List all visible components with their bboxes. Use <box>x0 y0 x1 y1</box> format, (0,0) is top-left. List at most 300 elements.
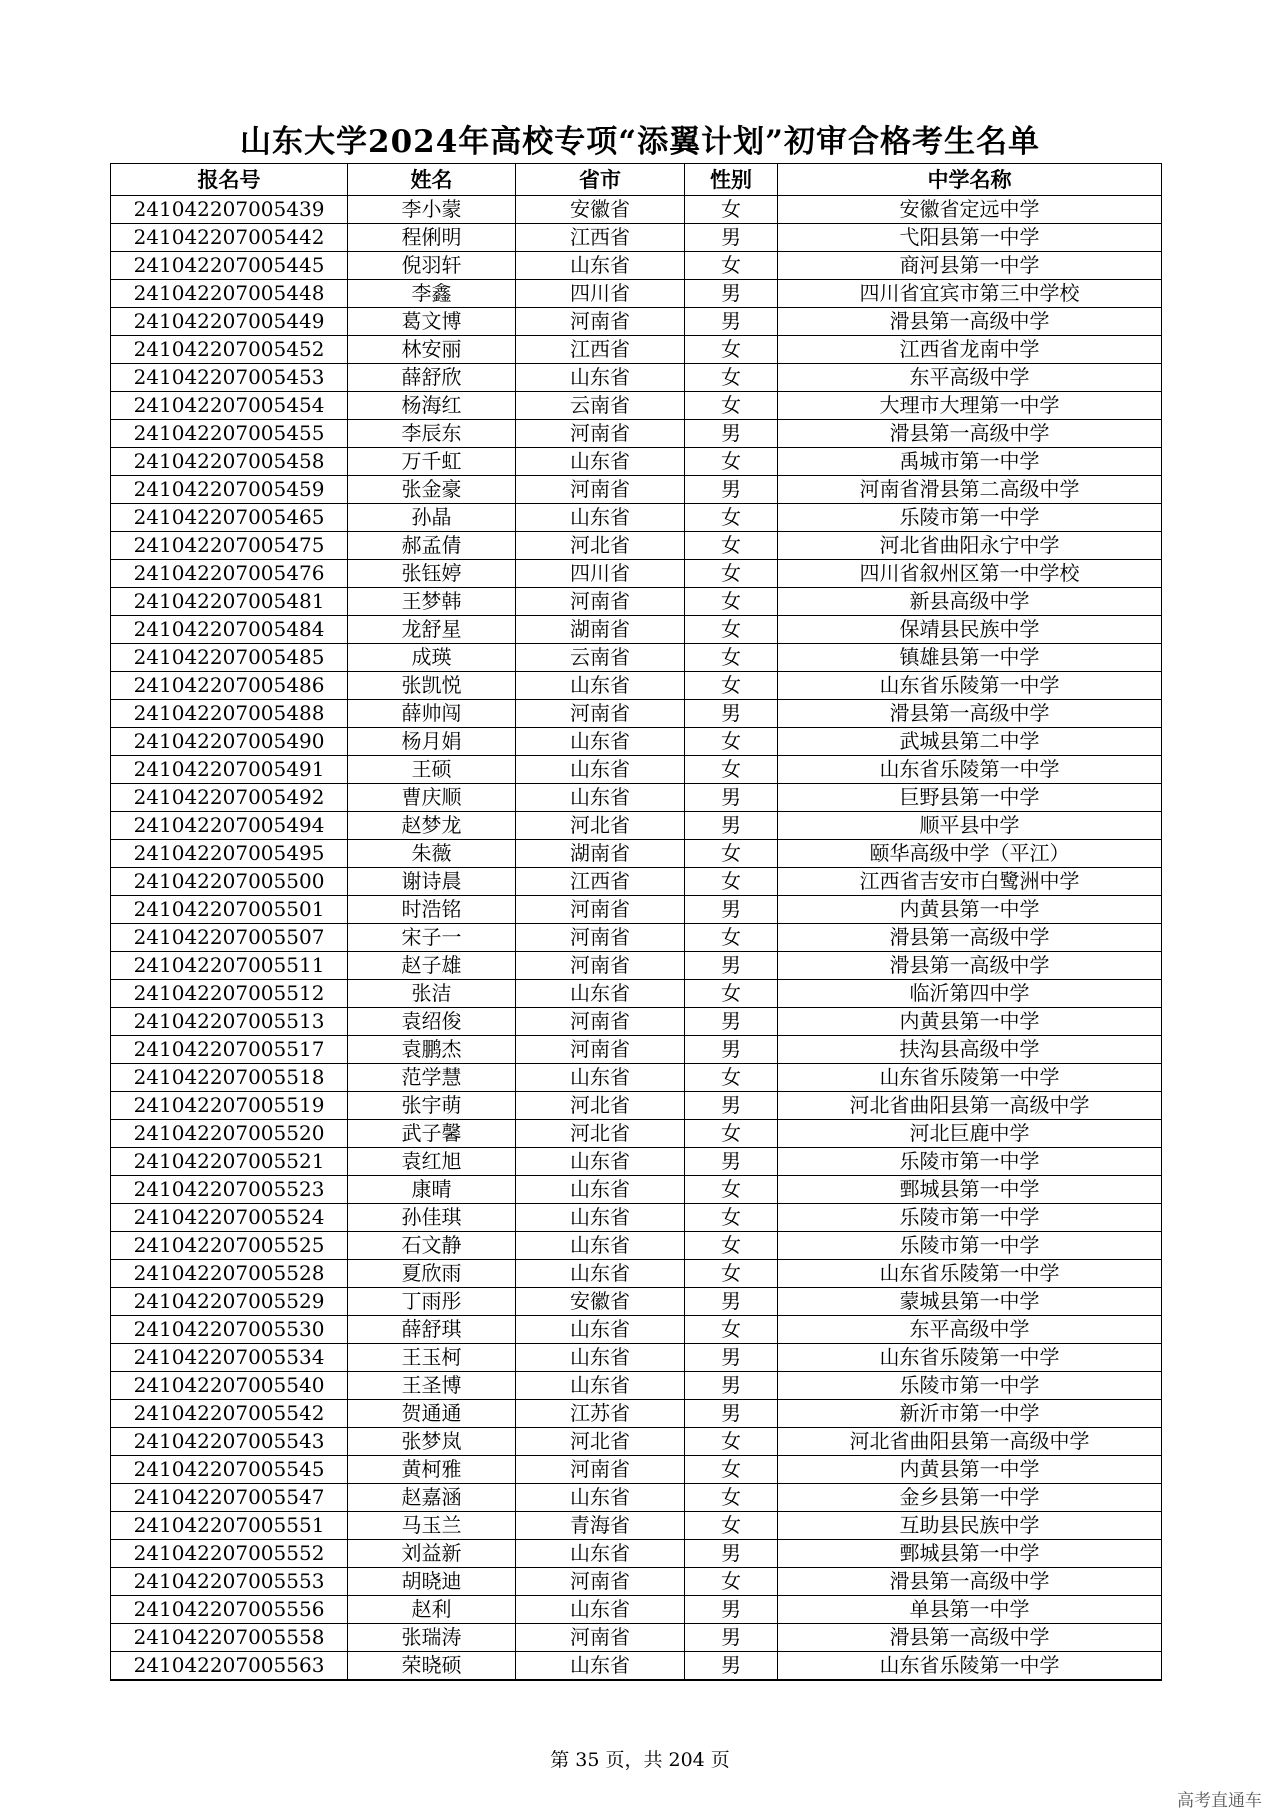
cell-gender: 男 <box>685 1092 778 1120</box>
cell-gender: 女 <box>685 672 778 700</box>
cell-name: 程俐明 <box>348 224 516 252</box>
cell-name: 张宇萌 <box>348 1092 516 1120</box>
cell-province: 四川省 <box>516 280 685 308</box>
cell-registration-number: 241042207005481 <box>111 588 348 616</box>
cell-gender: 男 <box>685 700 778 728</box>
cell-gender: 女 <box>685 1260 778 1288</box>
cell-province: 河南省 <box>516 588 685 616</box>
cell-school-name: 四川省宜宾市第三中学校 <box>778 280 1162 308</box>
cell-gender: 女 <box>685 1316 778 1344</box>
cell-school-name: 内黄县第一中学 <box>778 896 1162 924</box>
table-row <box>111 1008 1162 1036</box>
cell-school-name: 滑县第一高级中学 <box>778 420 1162 448</box>
cell-gender: 女 <box>685 532 778 560</box>
cell-province: 湖南省 <box>516 840 685 868</box>
cell-gender: 女 <box>685 1064 778 1092</box>
cell-school-name: 滑县第一高级中学 <box>778 1624 1162 1652</box>
cell-school-name: 保靖县民族中学 <box>778 616 1162 644</box>
cell-name: 王玉柯 <box>348 1344 516 1372</box>
cell-name: 林安丽 <box>348 336 516 364</box>
cell-school-name: 颐华高级中学（平江） <box>778 840 1162 868</box>
cell-province: 山东省 <box>516 1176 685 1204</box>
cell-school-name: 临沂第四中学 <box>778 980 1162 1008</box>
cell-gender: 男 <box>685 784 778 812</box>
cell-name: 王梦韩 <box>348 588 516 616</box>
table-row <box>111 840 1162 868</box>
cell-gender: 女 <box>685 1568 778 1596</box>
cell-province: 山东省 <box>516 728 685 756</box>
cell-school-name: 乐陵市第一中学 <box>778 504 1162 532</box>
cell-name: 荣晓硕 <box>348 1652 516 1681</box>
cell-school-name: 山东省乐陵第一中学 <box>778 1344 1162 1372</box>
table-row <box>111 224 1162 252</box>
cell-school-name: 河北省曲阳县第一高级中学 <box>778 1092 1162 1120</box>
cell-registration-number: 241042207005528 <box>111 1260 348 1288</box>
cell-name: 赵梦龙 <box>348 812 516 840</box>
table-row <box>111 868 1162 896</box>
table-row <box>111 1148 1162 1176</box>
cell-name: 石文静 <box>348 1232 516 1260</box>
table-row <box>111 924 1162 952</box>
cell-registration-number: 241042207005518 <box>111 1064 348 1092</box>
table-row <box>111 1372 1162 1400</box>
cell-school-name: 山东省乐陵第一中学 <box>778 1652 1162 1681</box>
cell-gender: 男 <box>685 896 778 924</box>
cell-registration-number: 241042207005545 <box>111 1456 348 1484</box>
cell-registration-number: 241042207005459 <box>111 476 348 504</box>
cell-school-name: 乐陵市第一中学 <box>778 1204 1162 1232</box>
table-row <box>111 1400 1162 1428</box>
cell-name: 时浩铭 <box>348 896 516 924</box>
cell-province: 河南省 <box>516 952 685 980</box>
cell-gender: 女 <box>685 924 778 952</box>
cell-province: 云南省 <box>516 644 685 672</box>
cell-registration-number: 241042207005512 <box>111 980 348 1008</box>
cell-name: 王硕 <box>348 756 516 784</box>
cell-registration-number: 241042207005495 <box>111 840 348 868</box>
cell-province: 山东省 <box>516 1344 685 1372</box>
cell-name: 贺通通 <box>348 1400 516 1428</box>
table-row <box>111 616 1162 644</box>
cell-school-name: 扶沟县高级中学 <box>778 1036 1162 1064</box>
table-row <box>111 1596 1162 1624</box>
cell-name: 葛文博 <box>348 308 516 336</box>
cell-school-name: 新沂市第一中学 <box>778 1400 1162 1428</box>
cell-registration-number: 241042207005547 <box>111 1484 348 1512</box>
cell-gender: 女 <box>685 252 778 280</box>
cell-school-name: 禹城市第一中学 <box>778 448 1162 476</box>
cell-school-name: 鄄城县第一中学 <box>778 1540 1162 1568</box>
cell-registration-number: 241042207005530 <box>111 1316 348 1344</box>
cell-registration-number: 241042207005475 <box>111 532 348 560</box>
table-row <box>111 532 1162 560</box>
cell-province: 山东省 <box>516 364 685 392</box>
cell-gender: 女 <box>685 728 778 756</box>
cell-registration-number: 241042207005485 <box>111 644 348 672</box>
cell-province: 山东省 <box>516 1232 685 1260</box>
cell-province: 山东省 <box>516 1204 685 1232</box>
table-row <box>111 1316 1162 1344</box>
cell-registration-number: 241042207005501 <box>111 896 348 924</box>
cell-school-name: 单县第一中学 <box>778 1596 1162 1624</box>
cell-registration-number: 241042207005513 <box>111 1008 348 1036</box>
table-row <box>111 1456 1162 1484</box>
cell-school-name: 互助县民族中学 <box>778 1512 1162 1540</box>
cell-name: 朱薇 <box>348 840 516 868</box>
cell-registration-number: 241042207005458 <box>111 448 348 476</box>
cell-province: 河南省 <box>516 1456 685 1484</box>
cell-school-name: 河北省曲阳永宁中学 <box>778 532 1162 560</box>
table-row <box>111 308 1162 336</box>
cell-gender: 女 <box>685 980 778 1008</box>
table-row <box>111 504 1162 532</box>
cell-registration-number: 241042207005552 <box>111 1540 348 1568</box>
cell-gender: 女 <box>685 1428 778 1456</box>
cell-school-name: 山东省乐陵第一中学 <box>778 1064 1162 1092</box>
cell-province: 山东省 <box>516 1372 685 1400</box>
table-row <box>111 784 1162 812</box>
cell-registration-number: 241042207005563 <box>111 1652 348 1681</box>
cell-name: 夏欣雨 <box>348 1260 516 1288</box>
cell-name: 万千虹 <box>348 448 516 476</box>
cell-gender: 女 <box>685 560 778 588</box>
cell-registration-number: 241042207005453 <box>111 364 348 392</box>
table-row <box>111 392 1162 420</box>
cell-registration-number: 241042207005507 <box>111 924 348 952</box>
cell-name: 李小蒙 <box>348 196 516 224</box>
cell-province: 山东省 <box>516 448 685 476</box>
cell-gender: 女 <box>685 336 778 364</box>
table-row <box>111 476 1162 504</box>
cell-province: 山东省 <box>516 1484 685 1512</box>
cell-name: 范学慧 <box>348 1064 516 1092</box>
table-row <box>111 280 1162 308</box>
cell-province: 山东省 <box>516 252 685 280</box>
cell-province: 河南省 <box>516 1568 685 1596</box>
cell-name: 孙晶 <box>348 504 516 532</box>
cell-registration-number: 241042207005494 <box>111 812 348 840</box>
cell-gender: 女 <box>685 756 778 784</box>
cell-province: 山东省 <box>516 980 685 1008</box>
cell-registration-number: 241042207005519 <box>111 1092 348 1120</box>
cell-registration-number: 241042207005553 <box>111 1568 348 1596</box>
header-registration-number: 报名号 <box>111 164 348 196</box>
cell-gender: 男 <box>685 1372 778 1400</box>
cell-gender: 女 <box>685 616 778 644</box>
cell-gender: 男 <box>685 476 778 504</box>
cell-registration-number: 241042207005442 <box>111 224 348 252</box>
table-row <box>111 728 1162 756</box>
cell-school-name: 滑县第一高级中学 <box>778 924 1162 952</box>
cell-school-name: 山东省乐陵第一中学 <box>778 1260 1162 1288</box>
table-row <box>111 672 1162 700</box>
cell-province: 安徽省 <box>516 196 685 224</box>
cell-school-name: 武城县第二中学 <box>778 728 1162 756</box>
cell-province: 山东省 <box>516 756 685 784</box>
cell-gender: 男 <box>685 1652 778 1681</box>
cell-name: 袁鹏杰 <box>348 1036 516 1064</box>
cell-school-name: 蒙城县第一中学 <box>778 1288 1162 1316</box>
cell-registration-number: 241042207005520 <box>111 1120 348 1148</box>
header-province: 省市 <box>516 164 685 196</box>
cell-gender: 男 <box>685 1344 778 1372</box>
table-row <box>111 588 1162 616</box>
cell-school-name: 山东省乐陵第一中学 <box>778 672 1162 700</box>
cell-registration-number: 241042207005551 <box>111 1512 348 1540</box>
cell-registration-number: 241042207005486 <box>111 672 348 700</box>
cell-registration-number: 241042207005525 <box>111 1232 348 1260</box>
cell-school-name: 江西省吉安市白鹭洲中学 <box>778 868 1162 896</box>
table-row <box>111 420 1162 448</box>
cell-registration-number: 241042207005558 <box>111 1624 348 1652</box>
cell-school-name: 滑县第一高级中学 <box>778 1568 1162 1596</box>
table-row <box>111 1344 1162 1372</box>
cell-province: 河南省 <box>516 308 685 336</box>
cell-province: 四川省 <box>516 560 685 588</box>
cell-name: 成瑛 <box>348 644 516 672</box>
table-row <box>111 1624 1162 1652</box>
table-row <box>111 1260 1162 1288</box>
cell-province: 山东省 <box>516 1260 685 1288</box>
cell-name: 赵嘉涵 <box>348 1484 516 1512</box>
cell-registration-number: 241042207005540 <box>111 1372 348 1400</box>
cell-registration-number: 241042207005521 <box>111 1148 348 1176</box>
cell-gender: 男 <box>685 1288 778 1316</box>
cell-province: 江西省 <box>516 224 685 252</box>
cell-name: 张瑞涛 <box>348 1624 516 1652</box>
cell-registration-number: 241042207005543 <box>111 1428 348 1456</box>
cell-school-name: 顺平县中学 <box>778 812 1162 840</box>
cell-name: 康晴 <box>348 1176 516 1204</box>
cell-registration-number: 241042207005491 <box>111 756 348 784</box>
cell-registration-number: 241042207005488 <box>111 700 348 728</box>
table-row <box>111 448 1162 476</box>
cell-province: 云南省 <box>516 392 685 420</box>
cell-province: 河北省 <box>516 812 685 840</box>
watermark: 高考直通车 <box>1177 1791 1262 1811</box>
cell-name: 杨海红 <box>348 392 516 420</box>
cell-gender: 男 <box>685 1400 778 1428</box>
cell-gender: 女 <box>685 1232 778 1260</box>
cell-registration-number: 241042207005448 <box>111 280 348 308</box>
cell-registration-number: 241042207005449 <box>111 308 348 336</box>
cell-province: 山东省 <box>516 1596 685 1624</box>
table-body <box>111 196 1162 1681</box>
table-row <box>111 952 1162 980</box>
cell-school-name: 河北巨鹿中学 <box>778 1120 1162 1148</box>
cell-province: 山东省 <box>516 1148 685 1176</box>
cell-province: 山东省 <box>516 784 685 812</box>
cell-gender: 女 <box>685 644 778 672</box>
cell-gender: 男 <box>685 280 778 308</box>
cell-gender: 男 <box>685 952 778 980</box>
cell-name: 张梦岚 <box>348 1428 516 1456</box>
table-row <box>111 812 1162 840</box>
table-row <box>111 1512 1162 1540</box>
cell-name: 张洁 <box>348 980 516 1008</box>
header-gender: 性别 <box>685 164 778 196</box>
cell-gender: 女 <box>685 1176 778 1204</box>
cell-gender: 女 <box>685 196 778 224</box>
cell-school-name: 山东省乐陵第一中学 <box>778 756 1162 784</box>
cell-school-name: 滑县第一高级中学 <box>778 308 1162 336</box>
cell-registration-number: 241042207005484 <box>111 616 348 644</box>
table-row <box>111 1652 1162 1681</box>
cell-province: 山东省 <box>516 1064 685 1092</box>
cell-province: 河南省 <box>516 924 685 952</box>
table-row <box>111 756 1162 784</box>
table-row <box>111 364 1162 392</box>
table-row <box>111 1176 1162 1204</box>
cell-school-name: 四川省叙州区第一中学校 <box>778 560 1162 588</box>
cell-registration-number: 241042207005465 <box>111 504 348 532</box>
cell-name: 龙舒星 <box>348 616 516 644</box>
cell-registration-number: 241042207005454 <box>111 392 348 420</box>
cell-province: 河北省 <box>516 532 685 560</box>
cell-registration-number: 241042207005523 <box>111 1176 348 1204</box>
table-row <box>111 252 1162 280</box>
cell-name: 薛舒欣 <box>348 364 516 392</box>
cell-school-name: 大理市大理第一中学 <box>778 392 1162 420</box>
table-row <box>111 700 1162 728</box>
cell-school-name: 内黄县第一中学 <box>778 1456 1162 1484</box>
cell-name: 赵利 <box>348 1596 516 1624</box>
cell-gender: 男 <box>685 1596 778 1624</box>
cell-name: 赵子雄 <box>348 952 516 980</box>
table-row <box>111 1204 1162 1232</box>
cell-province: 河北省 <box>516 1120 685 1148</box>
cell-name: 袁红旭 <box>348 1148 516 1176</box>
cell-registration-number: 241042207005529 <box>111 1288 348 1316</box>
cell-school-name: 滑县第一高级中学 <box>778 700 1162 728</box>
cell-name: 杨月娟 <box>348 728 516 756</box>
table-row <box>111 336 1162 364</box>
cell-name: 张钰婷 <box>348 560 516 588</box>
cell-registration-number: 241042207005455 <box>111 420 348 448</box>
cell-gender: 男 <box>685 1008 778 1036</box>
cell-name: 黄柯雅 <box>348 1456 516 1484</box>
table-row <box>111 196 1162 224</box>
cell-gender: 男 <box>685 812 778 840</box>
cell-gender: 男 <box>685 224 778 252</box>
cell-province: 河南省 <box>516 1624 685 1652</box>
table-header-row <box>111 164 1162 196</box>
cell-name: 张凯悦 <box>348 672 516 700</box>
cell-name: 郝孟倩 <box>348 532 516 560</box>
table-row <box>111 1064 1162 1092</box>
cell-province: 河南省 <box>516 1008 685 1036</box>
cell-name: 王圣博 <box>348 1372 516 1400</box>
cell-school-name: 滑县第一高级中学 <box>778 952 1162 980</box>
cell-gender: 女 <box>685 1512 778 1540</box>
cell-school-name: 乐陵市第一中学 <box>778 1148 1162 1176</box>
table-row <box>111 644 1162 672</box>
table-row <box>111 1120 1162 1148</box>
cell-name: 宋子一 <box>348 924 516 952</box>
cell-school-name: 安徽省定远中学 <box>778 196 1162 224</box>
cell-name: 丁雨彤 <box>348 1288 516 1316</box>
table-row <box>111 1232 1162 1260</box>
cell-gender: 男 <box>685 1540 778 1568</box>
cell-school-name: 镇雄县第一中学 <box>778 644 1162 672</box>
cell-gender: 男 <box>685 1036 778 1064</box>
table-row <box>111 1568 1162 1596</box>
cell-registration-number: 241042207005492 <box>111 784 348 812</box>
cell-registration-number: 241042207005524 <box>111 1204 348 1232</box>
cell-name: 谢诗晨 <box>348 868 516 896</box>
cell-registration-number: 241042207005445 <box>111 252 348 280</box>
cell-registration-number: 241042207005476 <box>111 560 348 588</box>
cell-registration-number: 241042207005500 <box>111 868 348 896</box>
cell-school-name: 东平高级中学 <box>778 364 1162 392</box>
cell-name: 马玉兰 <box>348 1512 516 1540</box>
cell-province: 安徽省 <box>516 1288 685 1316</box>
cell-name: 张金豪 <box>348 476 516 504</box>
cell-registration-number: 241042207005439 <box>111 196 348 224</box>
page-footer: 第 35 页，共 204 页 <box>550 1749 730 1771</box>
cell-gender: 女 <box>685 364 778 392</box>
cell-gender: 女 <box>685 1120 778 1148</box>
cell-school-name: 商河县第一中学 <box>778 252 1162 280</box>
cell-gender: 男 <box>685 1624 778 1652</box>
cell-gender: 女 <box>685 1456 778 1484</box>
table-row <box>111 1428 1162 1456</box>
cell-province: 河北省 <box>516 1092 685 1120</box>
cell-school-name: 东平高级中学 <box>778 1316 1162 1344</box>
cell-gender: 女 <box>685 1484 778 1512</box>
table-row <box>111 980 1162 1008</box>
table-row <box>111 1036 1162 1064</box>
cell-name: 孙佳琪 <box>348 1204 516 1232</box>
cell-province: 山东省 <box>516 1652 685 1681</box>
cell-school-name: 乐陵市第一中学 <box>778 1372 1162 1400</box>
cell-school-name: 河北省曲阳县第一高级中学 <box>778 1428 1162 1456</box>
cell-gender: 男 <box>685 308 778 336</box>
table-row <box>111 1092 1162 1120</box>
cell-name: 武子馨 <box>348 1120 516 1148</box>
cell-gender: 女 <box>685 504 778 532</box>
cell-province: 江西省 <box>516 336 685 364</box>
cell-registration-number: 241042207005517 <box>111 1036 348 1064</box>
cell-gender: 女 <box>685 392 778 420</box>
cell-gender: 女 <box>685 448 778 476</box>
cell-school-name: 鄄城县第一中学 <box>778 1176 1162 1204</box>
cell-name: 胡晓迪 <box>348 1568 516 1596</box>
cell-province: 江苏省 <box>516 1400 685 1428</box>
table-row <box>111 1540 1162 1568</box>
cell-province: 山东省 <box>516 504 685 532</box>
cell-province: 河北省 <box>516 1428 685 1456</box>
cell-name: 曹庆顺 <box>348 784 516 812</box>
cell-school-name: 巨野县第一中学 <box>778 784 1162 812</box>
cell-school-name: 弋阳县第一中学 <box>778 224 1162 252</box>
cell-name: 刘益新 <box>348 1540 516 1568</box>
cell-registration-number: 241042207005556 <box>111 1596 348 1624</box>
cell-registration-number: 241042207005490 <box>111 728 348 756</box>
cell-province: 河南省 <box>516 476 685 504</box>
cell-name: 薛舒琪 <box>348 1316 516 1344</box>
cell-gender: 男 <box>685 1148 778 1176</box>
cell-registration-number: 241042207005534 <box>111 1344 348 1372</box>
cell-name: 袁绍俊 <box>348 1008 516 1036</box>
header-school-name: 中学名称 <box>778 164 1162 196</box>
cell-name: 李鑫 <box>348 280 516 308</box>
cell-school-name: 金乡县第一中学 <box>778 1484 1162 1512</box>
cell-name: 薛帅闯 <box>348 700 516 728</box>
cell-school-name: 新县高级中学 <box>778 588 1162 616</box>
header-name: 姓名 <box>348 164 516 196</box>
candidate-table <box>110 163 1162 1681</box>
